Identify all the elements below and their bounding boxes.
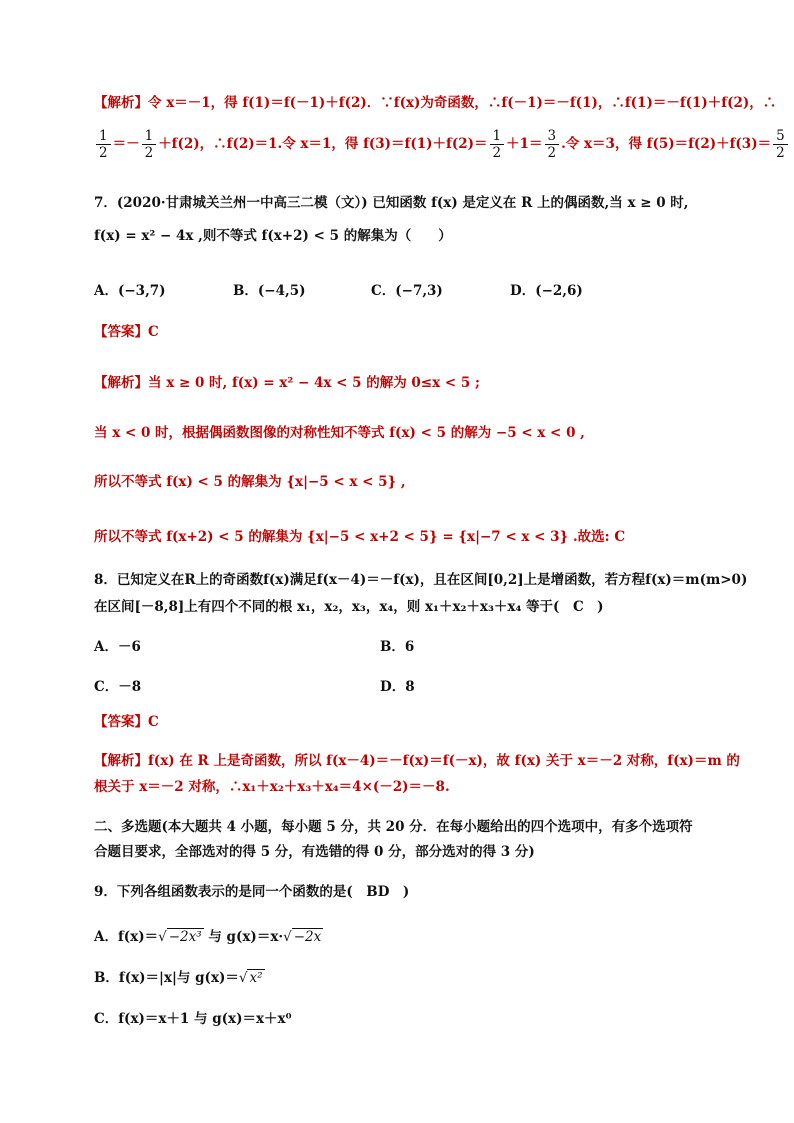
q8-option-a: A．－6	[94, 639, 141, 655]
sqrt-radicand: −2x³	[168, 929, 202, 945]
q6-analysis-line1: 【解析】令 x＝－1，得 f(1)＝f(－1)＋f(2)．∵f(x)为奇函数，∴f(－1)＝－f(1)，∴f(1)＝－f(1)＋f(2)，∴	[94, 95, 777, 111]
q7-analysis-line1: 【解析】当 x ≥ 0 时, f(x) = x² − 4x < 5 的解为 0≤x < 5 ;	[94, 375, 480, 391]
section2-heading-line2: 合题目要求，全部选对的得 5 分，有选错的得 0 分，部分选对的得 3 分)	[94, 844, 535, 860]
q8-stem-line1: 8．已知定义在R上的奇函数f(x)满足f(x－4)＝－f(x)，且在区间[0,2]上是增函数，若方程f(x)＝m(m>0)	[94, 572, 748, 588]
q8-stem-line2: 在区间[－8,8]上有四个不同的根 x₁，x₂，x₃，x₄，则 x₁＋x₂＋x₃＋x₄ 等于( C )	[94, 599, 604, 615]
q9-option-c: C．f(x)＝x＋1 与 g(x)＝x＋x⁰	[94, 1011, 292, 1027]
q7-option-c: C．(−7,3)	[371, 283, 443, 299]
q8-option-c: C．－8	[94, 679, 142, 695]
q7-analysis-line4: 所以不等式 f(x+2) < 5 的解集为 {x|−5 < x+2 < 5} = {x|−7 < x < 3} .故选: C	[94, 529, 626, 545]
q7-option-b: B．(−4,5)	[233, 283, 306, 299]
fraction: $\frac{5}{2}$	[773, 128, 788, 161]
fraction: $\frac{1}{2}$	[490, 128, 505, 161]
q8-analysis-line1: 【解析】f(x) 在 R 上是奇函数，所以 f(x－4)＝－f(x)＝f(－x)，故 f(x) 关于 x＝－2 对称，f(x)＝m 的	[94, 753, 740, 769]
q9-option-a: A．f(x)＝√ −2x³ 与 g(x)＝x·√ −2x	[94, 929, 322, 945]
q8-option-b: B．6	[380, 639, 415, 655]
q8-analysis-line2: 根关于 x＝－2 对称，∴x₁＋x₂＋x₃＋x₄＝4×(－2)＝－8.	[94, 779, 450, 795]
q8-answer: 【答案】C	[94, 714, 159, 730]
q7-option-a: A．(−3,7)	[94, 283, 166, 299]
q7-stem-line2: f(x) = x² − 4x ,则不等式 f(x+2) < 5 的解集为（ ）	[94, 228, 452, 244]
q7-stem-line1: 7．(2020·甘肃城关兰州一中高三二模（文）) 已知函数 f(x) 是定义在 R 上的偶函数,当 x ≥ 0 时,	[94, 195, 689, 211]
sqrt-radicand: x²	[249, 970, 263, 986]
analysis-label: 【解析】	[94, 95, 148, 111]
q7-analysis-line2: 当 x < 0 时，根据偶函数图像的对称性知不等式 f(x) < 5 的解为 −5 < x < 0 ,	[94, 425, 585, 441]
q7-option-d: D．(−2,6)	[510, 283, 583, 299]
q8-option-d: D．8	[380, 679, 415, 695]
section2-heading-line1: 二、多选题(本大题共 4 小题，每小题 5 分，共 20 分．在每小题给出的四个选项中，有多个选项符	[94, 819, 693, 835]
q7-analysis-line3: 所以不等式 f(x) < 5 的解集为 {x|−5 < x < 5} ,	[94, 474, 406, 490]
q9-stem: 9．下列各组函数表示的是同一个函数的是( BD )	[94, 884, 410, 900]
q6-analysis-line2: $\frac{1}{2}$ ＝－ $\frac{1}{2}$ ＋f(2)，∴f(2)＝1.令 x＝1，得 f(3)＝f(1)＋f(2)＝ $\frac{1}{2}$ ＋1＝ $\frac{3}{2}$ .令 x＝3，得 f(5)＝f(2)＋f(3)＝ $\frac{5}{2}$	[94, 124, 704, 164]
q7-answer: 【答案】C	[94, 324, 159, 340]
q9-option-b: B．f(x)＝|x|与 g(x)＝√ x²	[94, 970, 263, 986]
fraction: $\frac{3}{2}$	[545, 128, 560, 161]
fraction: $\frac{1}{2}$	[142, 128, 157, 161]
fraction: $\frac{1}{2}$	[96, 128, 111, 161]
sqrt-radicand: −2x	[293, 929, 322, 945]
